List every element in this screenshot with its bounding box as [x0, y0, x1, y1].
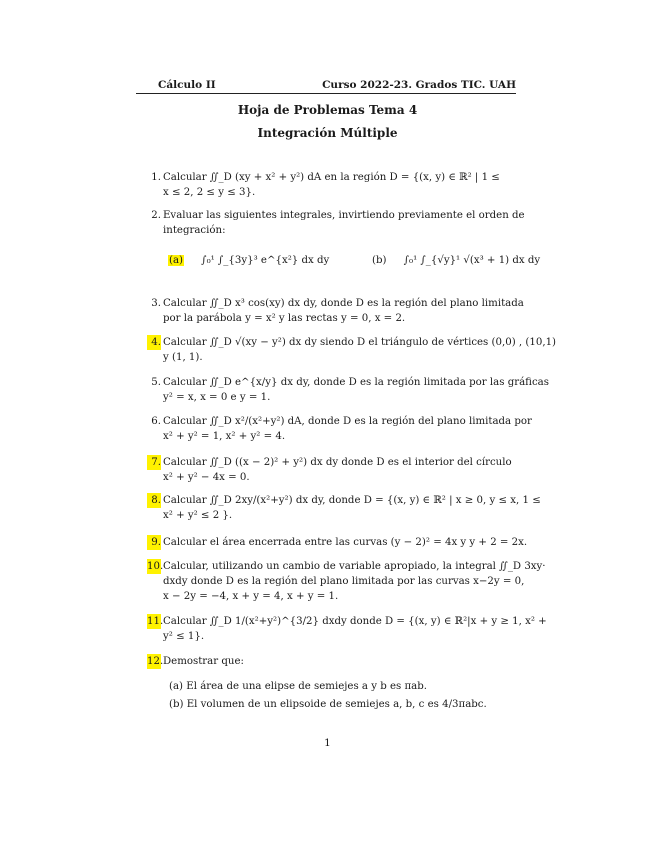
problem-line: Calcular ∬_D 1/(x²+y²)^{3/2} dxdy donde D = {(x, y) ∈ ℝ²|x + y ≥ 1, x² + — [163, 616, 547, 627]
problem-number: 11. — [147, 616, 164, 627]
problem-line: x − 2y = −4, x + y = 4, x + y = 1. — [163, 591, 339, 602]
problem-line: x² + y² ≤ 2 }. — [163, 510, 233, 521]
problem-line: y² = x, x = 0 e y = 1. — [163, 392, 271, 403]
problem-line: Calcular ∬_D 2xy/(x²+y²) dx dy, donde D = {(x, y) ∈ ℝ² | x ≥ 0, y ≤ x, 1 ≤ — [163, 495, 541, 506]
problem-line: Calcular ∬_D x²/(x²+y²) dA, donde D es la región del plano limitada por — [163, 416, 532, 427]
integral-expression: ∫₀¹ ∫_{√y}¹ √(x³ + 1) dx dy — [403, 255, 541, 266]
problem-line: dxdy donde D es la región del plano limitada por las curvas x−2y = 0, — [163, 576, 525, 587]
problem-number: 10. — [147, 561, 164, 572]
problem-2a — [168, 255, 329, 266]
problem-line: Calcular, utilizando un cambio de variable apropiado, la integral ∬_D 3xy· — [163, 561, 546, 572]
part-label: (b) — [372, 255, 387, 266]
problem-number: 9. — [147, 535, 161, 550]
problem-number: 12. — [147, 656, 164, 667]
problem-line: Calcular el área encerrada entre las curvas (y − 2)² = 4x y y + 2 = 2x. — [163, 537, 528, 548]
integral-expression: ∫₀¹ ∫_{3y}³ e^{x²} dx dy — [201, 255, 330, 266]
header-term: Curso 2022-23. Grados TIC. UAH — [322, 79, 516, 91]
problem-line: y² ≤ 1}. — [163, 631, 205, 642]
problem-number: 3. — [151, 298, 161, 309]
problem-line: Calcular ∬_D √(xy − y²) dx dy siendo D el triángulo de vértices (0,0) , (10,1) — [163, 337, 557, 348]
problem-line: Demostrar que: — [163, 656, 244, 667]
sheet-subtitle: Integración Múltiple — [257, 126, 398, 140]
problem-number: 4. — [147, 335, 161, 350]
problem-number: 2. — [151, 210, 161, 221]
problem-line: x² + y² = 1, x² + y² = 4. — [163, 431, 286, 442]
problem-line: x² + y² − 4x = 0. — [163, 472, 250, 483]
problem-line: por la parábola y = x² y las rectas y = 0, x = 2. — [163, 313, 406, 324]
problem-number: 6. — [151, 416, 161, 427]
sheet-title: Hoja de Problemas Tema 4 — [237, 103, 418, 117]
problem-number: 1. — [151, 172, 161, 183]
part-label: (a) — [169, 255, 184, 266]
problem-line: Calcular ∬_D x³ cos(xy) dx dy, donde D es la región del plano limitada — [163, 298, 524, 309]
subitem: (a) El área de una elipse de semiejes a y b es πab. — [169, 681, 428, 692]
problem-2b — [372, 255, 540, 266]
running-header — [136, 79, 516, 94]
problem-line: integración: — [163, 225, 226, 236]
problem-number: 5. — [151, 377, 161, 388]
problem-number: 8. — [147, 493, 161, 508]
problem-line: y (1, 1). — [163, 352, 203, 363]
problem-12b — [169, 697, 519, 712]
page-number: 1 — [324, 737, 331, 749]
problem-number: 7. — [147, 455, 161, 470]
problem-line: Calcular ∬_D (xy + x² + y²) dA en la región D = {(x, y) ∈ ℝ² | 1 ≤ — [163, 172, 500, 183]
problem-line: x ≤ 2, 2 ≤ y ≤ 3}. — [163, 187, 256, 198]
problem-line: Evaluar las siguientes integrales, invirtiendo previamente el orden de — [163, 210, 525, 221]
problem-line: Calcular ∬_D e^{x/y} dx dy, donde D es la región limitada por las gráficas — [163, 377, 549, 388]
problem-12a — [169, 679, 519, 694]
problem-line: Calcular ∬_D ((x − 2)² + y²) dx dy donde D es el interior del círculo — [163, 457, 512, 468]
header-course: Cálculo II — [158, 79, 216, 91]
subitem: (b) El volumen de un elipsoide de semiejes a, b, c es 4/3πabc. — [169, 699, 487, 710]
